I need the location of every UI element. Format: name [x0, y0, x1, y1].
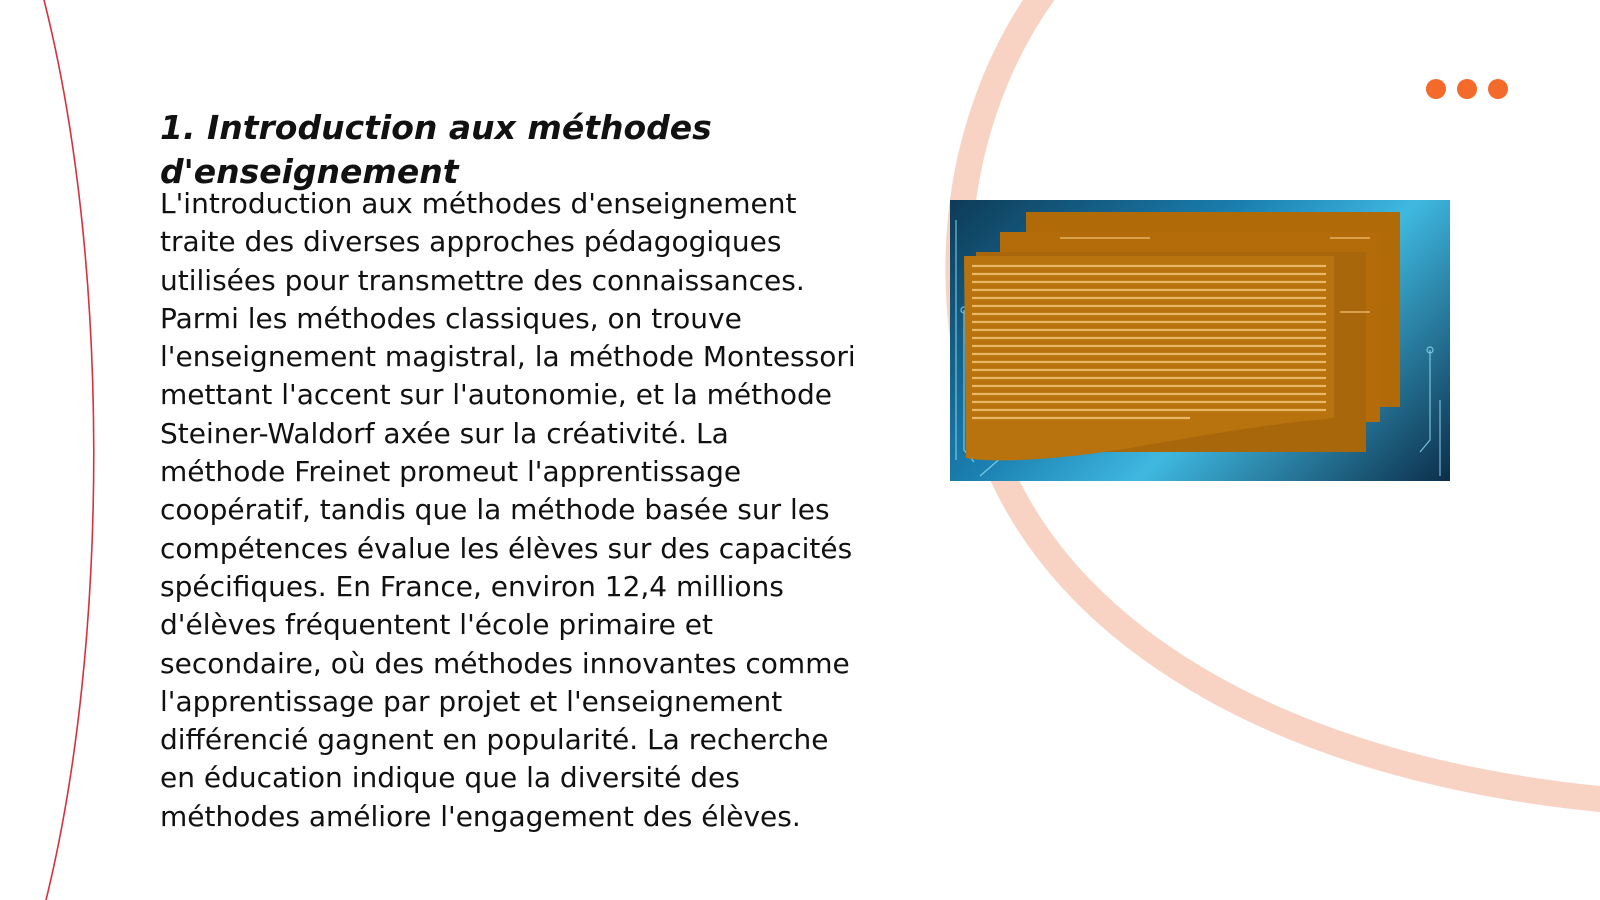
slide-title: 1. Introduction aux méthodes d'enseignement: [160, 108, 712, 191]
slide-picture: [950, 200, 1450, 481]
dot: [1488, 79, 1508, 99]
more-dots-icon[interactable]: [1426, 79, 1508, 99]
left-curve-line: [44, 0, 94, 900]
dot: [1457, 79, 1477, 99]
dot: [1426, 79, 1446, 99]
slide-body-text: L'introduction aux méthodes d'enseignement traite des diverses approches pédagogiques utilisées pour transmettre des connaissances. Parmi les méthodes classiques, on trouve l'enseignement magistral, la méthode Montessori mettant l'accent sur l'autonomie, et la méthode Steiner-Waldorf axée sur la créativité. La méthode Freinet promeut l'apprentissage coopératif, tandis que la méthode basée sur les compétences évalue les élèves sur des capacités spécifiques. En France, environ 12,4 millions d'élèves fréquentent l'école primaire et secondaire, où des méthodes innovantes comme l'apprentissage par projet et l'enseignement différencié gagnent en popularité. La recherche en éducation indique que la diversité des méthodes améliore l'engagement des élèves.: [160, 187, 856, 833]
